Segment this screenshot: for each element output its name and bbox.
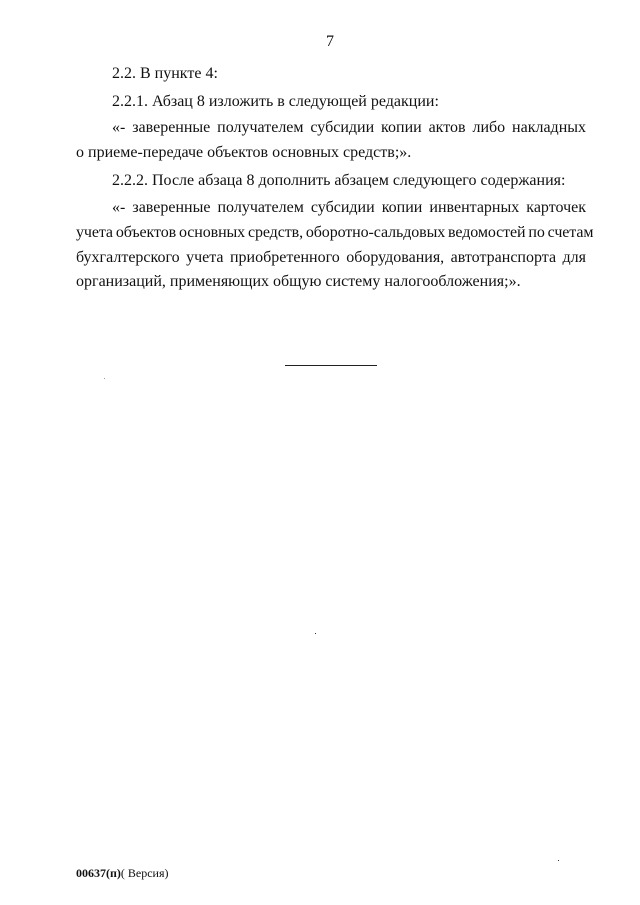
quote-1-line-2: о приеме-передаче объектов основных средств;». [76,144,412,161]
document-code: 00637(п) [76,866,121,880]
document-version: ( Версия) [120,866,169,880]
paragraph-2-2-2: 2.2.2. После абзаца 8 дополнить абзацем следующего содержания: [112,172,566,189]
scan-speck [558,860,559,861]
quote-2-line-4: организаций, применяющих общую систему налогообложения;». [76,273,521,290]
quote-1-line-1: «- заверенные получателем субсидии копии актов либо накладных [112,119,586,136]
separator-line [285,365,377,366]
quote-2-line-3: бухгалтерского учета приобретенного оборудования, автотранспорта для [76,249,586,266]
footer [76,866,169,881]
scan-speck [104,378,105,379]
paragraph-2-2: 2.2. В пункте 4: [112,65,218,82]
quote-2-line-1: «- заверенные получателем субсидии копии инвентарных карточек [112,199,586,216]
paragraph-2-2-1: 2.2.1. Абзац 8 изложить в следующей редакции: [112,93,439,110]
page-number: 7 [326,33,334,50]
scan-speck [315,633,316,634]
quote-2-line-2: учета объектов основных средств, оборотно-сальдовых ведомостей по счетам [76,224,594,241]
